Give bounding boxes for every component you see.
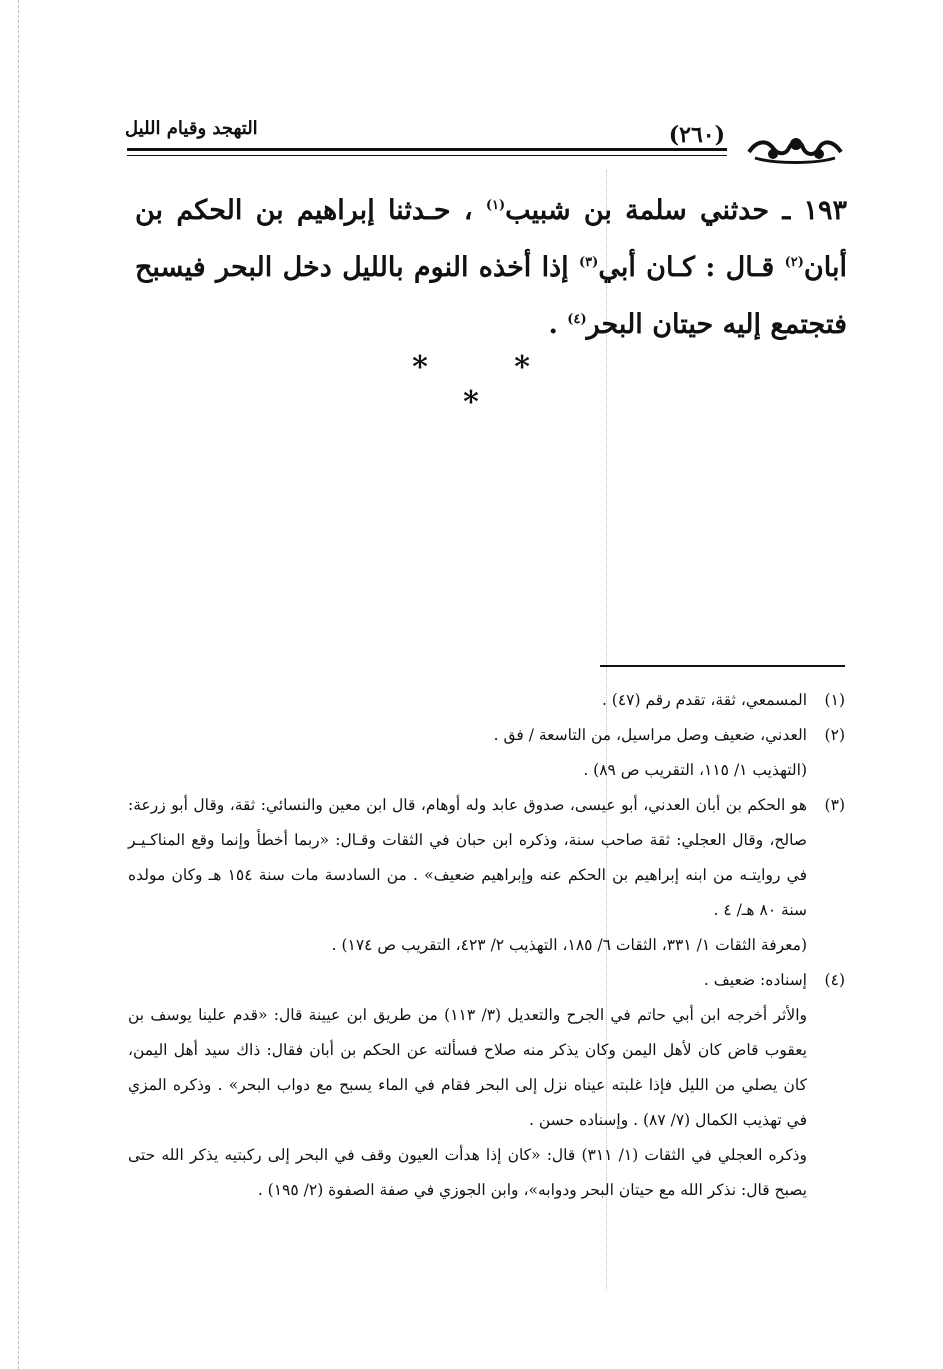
footnote-ref: (٣) <box>579 255 599 270</box>
footnotes <box>128 683 845 1208</box>
footnote-number: (٢) <box>824 726 845 744</box>
footnote-4 <box>128 963 845 1208</box>
footnote-line: العدني، ضعيف وصل مراسيل، من التاسعة / فق . <box>493 726 807 744</box>
running-title: التهجد وقيام الليل <box>125 118 258 139</box>
hadith-text <box>135 182 847 353</box>
footnote-line: المسمعي، ثقة، تقدم رقم (٤٧) . <box>601 691 807 709</box>
ornament-icon <box>745 134 845 166</box>
footnote-number: (٣) <box>824 796 845 814</box>
footnote-number: (٤) <box>824 971 845 989</box>
hadith-text-part: ١٩٣ ـ حدثني سلمة بن شبيب <box>505 195 848 226</box>
footnote-line: (التهذيب ١/ ١١٥، التقريب ص ٨٩) . <box>583 761 807 779</box>
footnote-line: والأثر أخرجه ابن أبي حاتم في الجرح والتعديل (٣/ ١١٣) من طريق ابن عيينة قال: «قدم علينا يوسف بن يعقوب قاض كان لأهل اليمن وكان يذكر منه صلاح فسألته عن الحكم بن أبان فقال: ذاك سيد أهل اليمن، كان يصلي من الليل فإذا غلبته عيناه نزل إلى البحر فقام في الماء يسبح مع دواب البحر» . وذكره المزي في تهذيب الكمال (٧/ ٨٧) . وإسناده حسن . <box>128 1006 808 1129</box>
footnote-line: هو الحكم بن أبان العدني، أبو عيسى، صدوق عابد وله أوهام، قال ابن معين والنسائي: ثقة، وقال أبو زرعة: صالح، وقال العجلي: ثقة صاحب سنة، وذكره ابن حبان في الثقات وقـال: «ربما أخطأ وإنما وقع المناكـيـر في روايتـه من ابنه إبراهيم بن الحكم عنه وإبراهيم ضعيف» . من السادسة مات سنة ١٥٤ هـ وكان مولده سنة ٨٠ هـ/ ٤ . <box>128 796 807 919</box>
footnote-1 <box>128 683 845 718</box>
footnote-ref: (١) <box>485 198 506 213</box>
page-header <box>125 112 845 158</box>
hadith-text-part: . <box>548 309 568 340</box>
header-rule-thin <box>127 155 727 156</box>
hadith-text-part: قـال : كـان أبي <box>598 252 785 283</box>
footnote-line: (معرفة الثقات ١/ ٣٣١، الثقات ٦/ ١٨٥، التهذيب ٢/ ٤٢٣، التقريب ص ١٧٤) . <box>331 936 807 954</box>
scan-artifact-line <box>18 0 19 1369</box>
footnote-3 <box>128 788 845 963</box>
section-separator: * * * <box>412 350 568 420</box>
footnote-rule <box>600 665 845 667</box>
footnote-2 <box>128 718 845 788</box>
footnote-ref: (٢) <box>784 255 804 270</box>
page-number: (٢٦٠) <box>668 122 725 148</box>
footnote-ref: (٤) <box>567 312 587 327</box>
footnote-line: وذكره العجلي في الثقات (١/ ٣١١) قال: «كان إذا هدأت العيون وقف في البحر إلى ركبتيه يذكر الله حتى يصبح قال: نذكر الله مع حيتان البحر ودوابه»، وابن الجوزي في صفة الصفوة (٢/ ١٩٥) . <box>128 1146 807 1199</box>
footnote-number: (١) <box>824 691 845 709</box>
hadith-text-part: ، حـدثنا إبراهيم بن الحكم بن أبان <box>135 195 847 283</box>
header-rule <box>127 148 727 151</box>
hadith-text-part: إذا أخذه النوم بالليل دخل البحر فيسبح فتجتمع إليه حيتان البحر <box>135 252 847 340</box>
footnote-line: إسناده: ضعيف . <box>703 971 807 989</box>
